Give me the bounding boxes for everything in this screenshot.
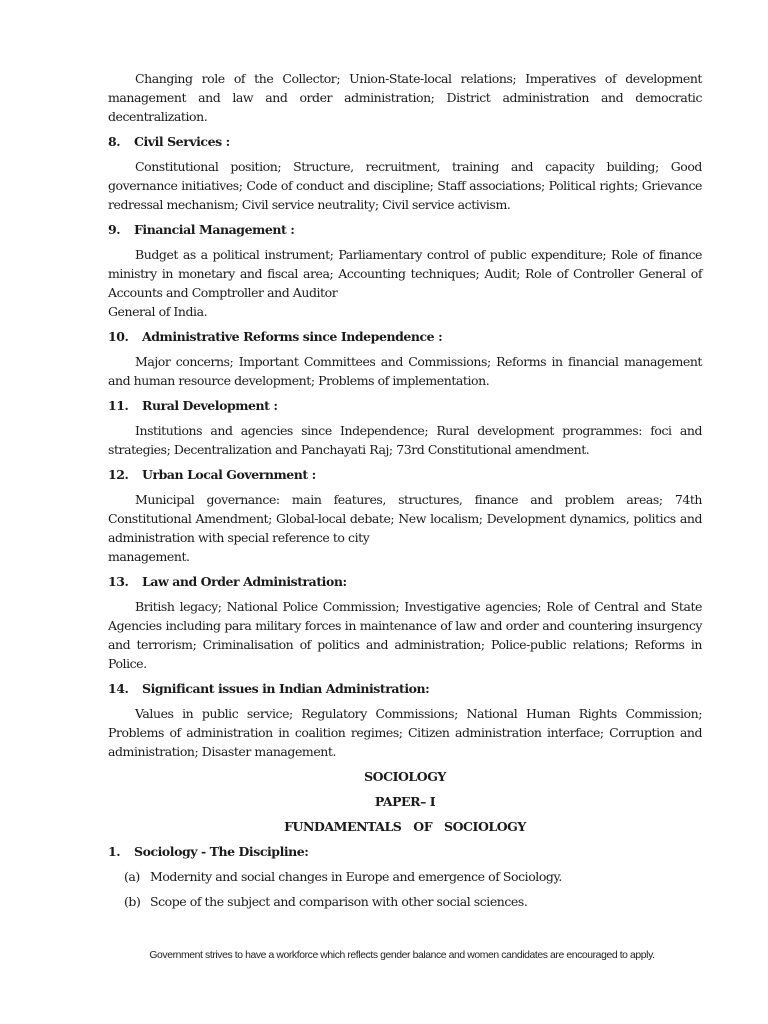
subject-title: SOCIOLOGY — [364, 769, 446, 784]
section-number: 11. — [108, 398, 129, 413]
section-title: Administrative Reforms since Independence : — [142, 329, 443, 344]
section-body-13 — [108, 597, 702, 673]
sociology-section-heading-1 — [108, 842, 702, 861]
section-body-text: Constitutional position; Structure, recruitment, training and capacity building; Good governance initiatives; Code of conduct and discipline; Staff associations; Political rights; Grievance redressal mechanism; Civil service neutrality; Civil service activism. — [108, 159, 702, 212]
section-heading-9 — [108, 220, 702, 239]
section-number: 13. — [108, 574, 129, 589]
sub-item-b — [124, 892, 702, 911]
section-heading-14 — [108, 679, 702, 698]
footer-note: Government strives to have a workforce which reflects gender balance and women candidates are encouraged to apply. — [149, 950, 655, 961]
section-number: 12. — [108, 467, 129, 482]
section-number: 9. — [108, 222, 121, 237]
sub-item-label: (b) — [124, 894, 141, 909]
page-content — [108, 69, 702, 917]
section-body-8 — [108, 157, 702, 214]
section-number: 14. — [108, 681, 129, 696]
section-body-text: Municipal governance: main features, structures, finance and problem areas; 74th Constitutional Amendment; Global-local debate; New localism; Development dynamics, politics and administration with special reference to city — [108, 492, 702, 545]
sub-item-label: (a) — [124, 869, 140, 884]
section-number: 10. — [108, 329, 129, 344]
section-body-text: British legacy; National Police Commission; Investigative agencies; Role of Central and State Agencies including para military forces in maintenance of law and order and countering insurgency and terrorism; Criminalisation of politics and administration; Police-public relations; Reforms in Police. — [108, 599, 702, 671]
section-heading-8 — [108, 132, 702, 151]
section-heading-12 — [108, 465, 702, 484]
section-title: Civil Services : — [134, 134, 230, 149]
paper-heading: FUNDAMENTALS OF SOCIOLOGY — [284, 819, 526, 834]
section-body-9 — [108, 245, 702, 321]
sub-item-a — [124, 867, 702, 886]
section-title: Financial Management : — [134, 222, 295, 237]
section-body-tail: General of India. — [108, 304, 208, 319]
section-body-text: Institutions and agencies since Independence; Rural development programmes: foci and strategies; Decentralization and Panchayati Raj; 73rd Constitutional amendment. — [108, 423, 702, 457]
section-heading-11 — [108, 396, 702, 415]
section-body-text: Values in public service; Regulatory Commissions; National Human Rights Commission; Problems of administration in coalition regimes; Citizen administration interface; Corruption and administration; Disaster management. — [108, 706, 702, 759]
section-number: 8. — [108, 134, 121, 149]
section-title: Urban Local Government : — [142, 467, 316, 482]
section-title: Significant issues in Indian Administration: — [142, 681, 430, 696]
section-title: Rural Development : — [142, 398, 278, 413]
section-number: 1. — [108, 844, 121, 859]
section-body-text: Budget as a political instrument; Parliamentary control of public expenditure; Role of finance ministry in monetary and fiscal area; Accounting techniques; Audit; Role of Controller General of Accounts and Comptroller and Auditor — [108, 247, 702, 300]
intro-paragraph: Changing role of the Collector; Union-State-local relations; Imperatives of development management and law and order administration; District administration and democratic decentralization. — [108, 71, 702, 124]
section-body-tail: management. — [108, 549, 190, 564]
section-heading-13 — [108, 572, 702, 591]
section-title: Law and Order Administration: — [142, 574, 347, 589]
paper-title: PAPER– I — [374, 794, 436, 809]
section-body-12 — [108, 490, 702, 566]
section-body-text: Major concerns; Important Committees and Commissions; Reforms in financial management and human resource development; Problems of implementation. — [108, 354, 702, 388]
section-body-14 — [108, 704, 702, 761]
section-heading-10 — [108, 327, 702, 346]
section-body-11 — [108, 421, 702, 459]
sub-item-text: Modernity and social changes in Europe and emergence of Sociology. — [150, 869, 562, 884]
sub-item-text: Scope of the subject and comparison with other social sciences. — [150, 894, 528, 909]
section-body-10 — [108, 352, 702, 390]
section-title: Sociology - The Discipline: — [134, 844, 309, 859]
